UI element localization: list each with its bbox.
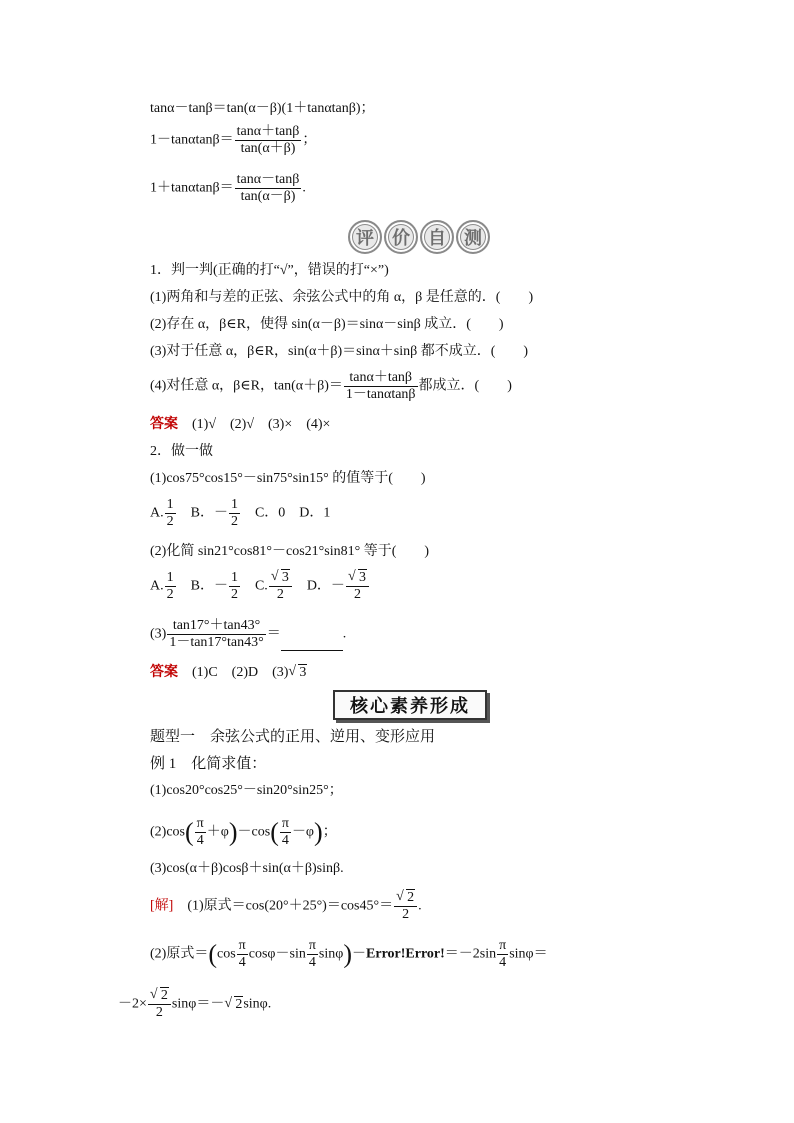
practice-q1-options: A. $\frac{1}{2}$ B．－ $\frac{1}{2}$ C．0 D．1 <box>150 497 331 529</box>
sqrt-symbol: √ 3 <box>348 570 367 586</box>
judge-answer <box>150 416 330 434</box>
self-test-heading <box>348 220 490 254</box>
formula-lhs: 1＋tanαtanβ＝ <box>150 180 234 196</box>
answer-label: 答案 <box>150 665 178 680</box>
answer-label: 答案 <box>150 417 178 432</box>
solution-part-2: (2)原式＝(cos $\frac{\pi}{4}$ cosφ－sin $\frac{\pi}{4}$ sinφ)－Error!Error!＝－2sin $\frac{\pi}{4}$ sinφ＝ <box>150 938 548 970</box>
section-banner: 核心素养形成 <box>333 690 487 720</box>
example-part-1: (1)cos20°cos25°－sin20°sin25°； <box>150 783 343 798</box>
formula-lhs: 1－tanαtanβ＝ <box>150 132 234 148</box>
formula-tan-difference <box>150 100 375 118</box>
example-part-2: (2)cos( $\frac{\pi}{4}$ ＋φ)－cos( $\frac{\pi}{4}$ －φ)； <box>150 816 337 848</box>
practice-heading: 2．做一做 <box>150 444 213 459</box>
sqrt-symbol: √ 3 <box>271 570 290 586</box>
sqrt-symbol: √ 2 <box>224 996 243 1014</box>
judge-question-1: (1)两角和与差的正弦、余弦公式中的角 α，β 是任意的．( ) <box>150 290 534 305</box>
example-heading: 例 1 化简求值： <box>150 756 267 772</box>
answer-text: (1)√ (2)√ (3)× (4)× <box>192 417 331 432</box>
sqrt-symbol: √ 3 <box>288 664 307 682</box>
judge-question-3: (3)对于任意 α，β∈R，sin(α＋β)＝sinα＋sinβ 都不成立．( ) <box>150 344 529 359</box>
solution-part-1: [解] (1)原式＝cos(20°＋25°)＝cos45°＝ √ $\frac{2}{2}$ . <box>150 890 422 923</box>
judge-heading: 1．判一判(正确的打“√”，错误的打“×”) <box>150 263 389 278</box>
practice-answer <box>150 664 307 682</box>
solution-part-2-continued: －2× √ $\frac{2}{2}$ sinφ＝－√ 2sinφ. <box>118 988 271 1021</box>
heading-char: 价 <box>384 220 418 254</box>
practice-q2-options: A. $\frac{1}{2}$ B．－ $\frac{1}{2}$ C. √ $\frac{3}{2}$ D．－ √ $\frac{3}{2}$ <box>150 570 370 603</box>
practice-question-3: (3) $\frac{\tan 17^\circ+\tan 43^\circ}{1-\tan 17^\circ\tan 43^\circ}$ ＝ . <box>150 618 347 650</box>
formula-fraction: $\frac{\tan\alpha+\tan\beta}{\tan(\alpha+\beta)}$ <box>236 124 300 156</box>
formula-text: tanα－tanβ＝tan(α－β)(1＋tanαtanβ)； <box>150 101 375 116</box>
error-text: Error!Error! <box>366 946 445 962</box>
sqrt-symbol: √ 2 <box>396 890 415 906</box>
heading-char: 自 <box>420 220 454 254</box>
heading-char: 评 <box>348 220 382 254</box>
formula-fraction: $\frac{\tan\alpha-\tan\beta}{\tan(\alpha-\beta)}$ <box>236 172 300 204</box>
answer-text: (1)C (2)D (3) <box>192 665 289 680</box>
heading-char: 测 <box>456 220 490 254</box>
q4-fraction: $\frac{\tan\alpha+\tan\beta}{1-\tan\alpha\tan\beta}$ <box>345 370 416 402</box>
formula-one-plus-tan: 1＋tanαtanβ＝ $\frac{\tan\alpha-\tan\beta}{\tan(\alpha-\beta)}$ . <box>150 172 306 204</box>
q3-fraction: $\frac{\tan 17^\circ+\tan 43^\circ}{1-\tan 17^\circ\tan 43^\circ}$ <box>169 618 264 650</box>
type-title: 题型一 余弦公式的正用、逆用、变形应用 <box>150 729 436 745</box>
fill-in-blank[interactable] <box>281 636 343 651</box>
judge-question-2: (2)存在 α，β∈R，使得 sin(α－β)＝sinα－sinβ 成立．( ) <box>150 317 504 332</box>
sqrt-symbol: √ 2 <box>150 988 169 1004</box>
practice-question-1: (1)cos75°cos15°－sin75°sin15° 的值等于( ) <box>150 471 426 486</box>
judge-question-4: (4)对任意 α，β∈R，tan(α＋β)＝ $\frac{\tan\alpha+\tan\beta}{1-\tan\alpha\tan\beta}$ 都成立．( ) <box>150 370 512 402</box>
solution-label: [解] <box>150 898 174 914</box>
example-part-3: (3)cos(α＋β)cosβ＋sin(α＋β)sinβ. <box>150 861 344 876</box>
practice-question-2: (2)化简 sin21°cos81°－cos21°sin81° 等于( ) <box>150 544 430 559</box>
formula-one-minus-tan: 1－tanαtanβ＝ $\frac{\tan\alpha+\tan\beta}{\tan(\alpha+\beta)}$ ； <box>150 124 317 156</box>
